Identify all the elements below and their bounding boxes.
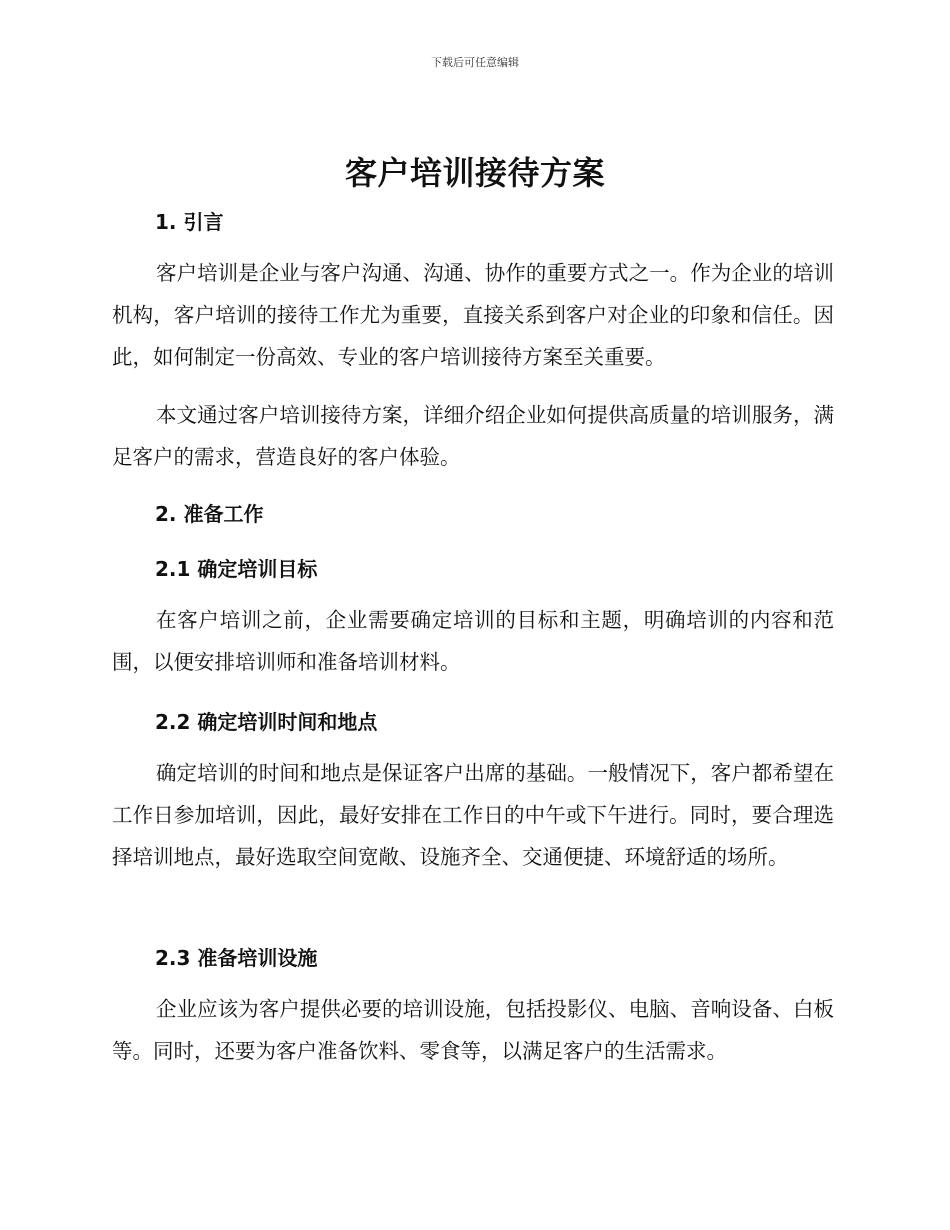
paragraph-intro-2: 本文通过客户培训接待方案，详细介绍企业如何提供高质量的培训服务，满足客户的需求，营造良好的客户体验。 — [112, 403, 834, 469]
page-header-note: 下载后可任意编辑 — [431, 56, 519, 69]
section-heading-training-goals: 2.1 确定培训目标 — [155, 557, 318, 581]
section-heading-introduction: 1. 引言 — [155, 210, 224, 234]
section-heading-facilities: 2.3 准备培训设施 — [155, 946, 318, 970]
paragraph-intro-1: 客户培训是企业与客户沟通、沟通、协作的重要方式之一。作为企业的培训机构，客户培训的接待工作尤为重要，直接关系到客户对企业的印象和信任。因此，如何制定一份高效、专业的客户培训接待方案至关重要。 — [112, 261, 834, 369]
paragraph-training-goals: 在客户培训之前，企业需要确定培训的目标和主题，明确培训的内容和范围，以便安排培训师和准备培训材料。 — [112, 608, 834, 674]
paragraph-time-location: 确定培训的时间和地点是保证客户出席的基础。一般情况下，客户都希望在工作日参加培训，因此，最好安排在工作日的中午或下午进行。同时，要合理选择培训地点，最好选取空间宽敞、设施齐全、交通便捷、环境舒适的场所。 — [112, 761, 834, 869]
document-title: 客户培训接待方案 — [344, 154, 605, 192]
section-heading-preparation: 2. 准备工作 — [155, 502, 264, 526]
section-heading-time-location: 2.2 确定培训时间和地点 — [155, 710, 378, 734]
paragraph-facilities: 企业应该为客户提供必要的培训设施，包括投影仪、电脑、音响设备、白板等。同时，还要为客户准备饮料、零食等，以满足客户的生活需求。 — [112, 997, 834, 1063]
